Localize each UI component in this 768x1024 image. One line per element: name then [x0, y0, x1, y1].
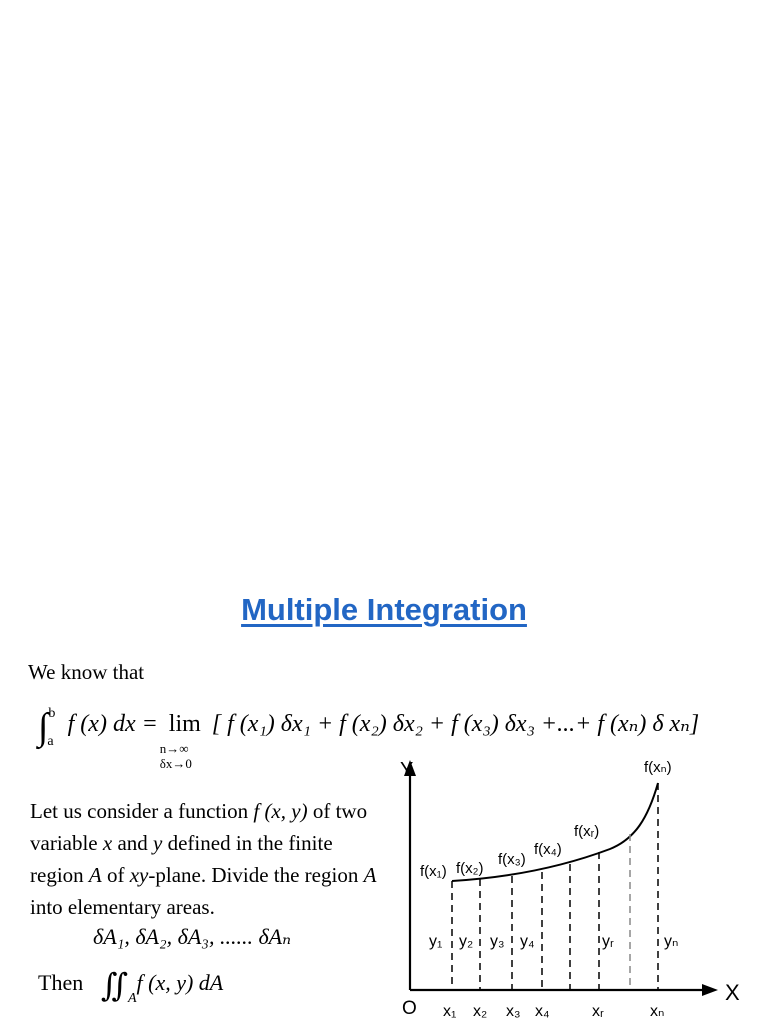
- y-label-2: y₂: [459, 933, 474, 950]
- para-text: and: [112, 831, 154, 855]
- elementary-areas: [93, 924, 291, 950]
- x-axis-arrow: [702, 984, 718, 996]
- x-label-1: x₁: [443, 1003, 457, 1020]
- y-axis-label: Y: [400, 759, 414, 781]
- y-ordinate-labels: [429, 933, 678, 950]
- double-integral-region: A: [127, 991, 137, 1006]
- f-label-1: f(x₁): [420, 863, 447, 880]
- double-integral-expr: f (x, y) dA: [136, 970, 224, 995]
- limit-block: [159, 711, 206, 771]
- x-label-3: x₃: [506, 1003, 521, 1020]
- limit-condition-dx: δx→0: [159, 756, 192, 771]
- f-label-n: f(xₙ): [644, 759, 672, 776]
- y-label-n: yₙ: [664, 933, 679, 950]
- ordinate-lines: [452, 783, 658, 990]
- para-text: Let us consider a function: [30, 799, 254, 823]
- y-label-r: yᵣ: [602, 933, 614, 950]
- x-label-n: xₙ: [650, 1003, 665, 1020]
- integral-sign: ∫: [38, 706, 49, 748]
- page-title: Multiple Integration: [241, 592, 527, 627]
- y-label-1: y₁: [429, 933, 443, 950]
- para-x: x: [102, 831, 113, 855]
- x-label-4: x₄: [535, 1003, 550, 1020]
- double-integral-line: [38, 960, 224, 1006]
- f-label-3: f(x₃): [498, 851, 526, 868]
- f-label-2: f(x₂): [456, 860, 484, 877]
- f-label-r: f(xᵣ): [574, 823, 600, 840]
- areas-list: δA₁, δA₂, δA₃, ...... δAₙ: [93, 924, 292, 949]
- para-text: of two variable: [30, 799, 368, 855]
- area-under-curve-diagram: [380, 746, 768, 1024]
- f-label-4: f(x₄): [534, 841, 562, 858]
- x-axis-label: X: [725, 980, 740, 1005]
- intro-text: We know that: [28, 660, 145, 684]
- para-text: into elementary areas.: [30, 895, 215, 919]
- x-label-r: xᵣ: [592, 1003, 604, 1020]
- riemann-sum-equation: [38, 697, 700, 771]
- x-tick-labels: [443, 1003, 664, 1020]
- integral-lower-limit: a: [47, 734, 54, 749]
- limit-conditions: [160, 741, 192, 771]
- sum-expression: [ f (x₁) δx₁ + f (x₂) δx₂ + f (x₃) δx₃ +...+ f (xₙ) δ xₙ]: [211, 711, 700, 737]
- x-label-2: x₂: [473, 1003, 488, 1020]
- para-text: defined in the finite region: [30, 831, 333, 887]
- then-word: Then: [38, 970, 84, 995]
- double-integral-sign: ∬: [100, 967, 128, 1003]
- para-region-a: A: [363, 863, 377, 887]
- origin-label: O: [402, 998, 417, 1019]
- integral-upper-limit: b: [48, 706, 56, 721]
- para-text: -plane. Divide the region: [148, 863, 364, 887]
- function-value-labels: [420, 759, 672, 880]
- para-region-a: A: [88, 863, 102, 887]
- y-label-4: y₄: [520, 933, 535, 950]
- limit-operator: lim: [168, 711, 201, 737]
- integral-lhs: f (x) dx =: [67, 711, 158, 737]
- limit-condition-n: n→∞: [159, 741, 189, 756]
- para-text: of: [101, 863, 130, 887]
- para-xy: xy: [129, 863, 149, 887]
- para-fxy: f (x, y): [253, 799, 308, 823]
- description-paragraph: [30, 795, 380, 923]
- y-label-3: y₃: [490, 933, 505, 950]
- para-y: y: [153, 831, 163, 855]
